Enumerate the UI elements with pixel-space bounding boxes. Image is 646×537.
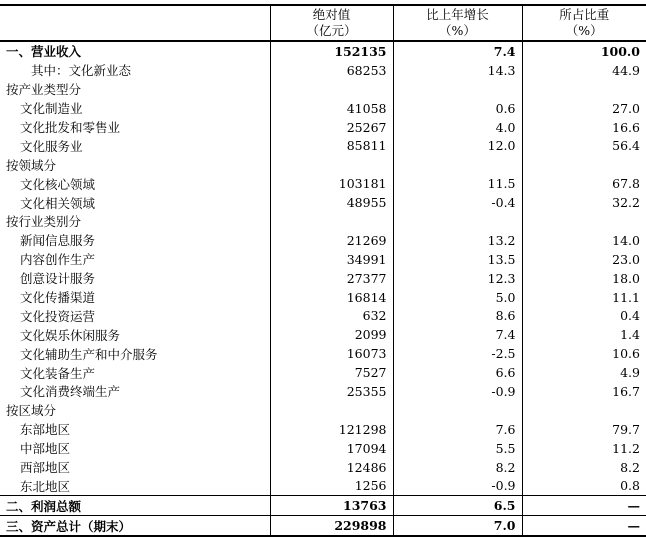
row-label: 东部地区 bbox=[0, 420, 270, 439]
row-absolute-value: 103181 bbox=[270, 174, 393, 193]
table-row bbox=[0, 118, 646, 137]
row-share: 27.0 bbox=[522, 99, 646, 118]
table-row bbox=[0, 458, 646, 477]
row-share: 11.2 bbox=[522, 439, 646, 458]
row-absolute-value: 85811 bbox=[270, 136, 393, 155]
row-label: 按领域分 bbox=[0, 155, 270, 174]
row-growth: 6.5 bbox=[393, 496, 522, 516]
row-absolute-value: 41058 bbox=[270, 99, 393, 118]
row-label: 内容创作生产 bbox=[0, 250, 270, 269]
row-growth: -0.9 bbox=[393, 382, 522, 401]
header-growth-unit: （%） bbox=[394, 23, 522, 39]
row-absolute-value bbox=[270, 212, 393, 231]
row-absolute-value: 13763 bbox=[270, 496, 393, 516]
row-growth: -2.5 bbox=[393, 344, 522, 363]
row-share: 11.1 bbox=[522, 288, 646, 307]
row-label: 新闻信息服务 bbox=[0, 231, 270, 250]
row-label: 文化相关领域 bbox=[0, 193, 270, 212]
row-share bbox=[522, 155, 646, 174]
row-label: 文化投资运营 bbox=[0, 306, 270, 325]
row-growth: 7.0 bbox=[393, 516, 522, 536]
row-growth: 4.0 bbox=[393, 118, 522, 137]
table-row bbox=[0, 41, 646, 61]
table-row bbox=[0, 155, 646, 174]
row-growth bbox=[393, 80, 522, 99]
header-growth bbox=[393, 5, 522, 41]
table-row bbox=[0, 516, 646, 536]
row-growth: 11.5 bbox=[393, 174, 522, 193]
row-growth: 6.6 bbox=[393, 363, 522, 382]
row-absolute-value: 16073 bbox=[270, 344, 393, 363]
row-label: 二、利润总额 bbox=[0, 496, 270, 516]
row-growth: 8.6 bbox=[393, 306, 522, 325]
row-label: 其中：文化新业态 bbox=[0, 61, 270, 80]
row-growth: 8.2 bbox=[393, 458, 522, 477]
table-row bbox=[0, 420, 646, 439]
header-share bbox=[522, 5, 646, 41]
table-row bbox=[0, 250, 646, 269]
row-growth: -0.9 bbox=[393, 476, 522, 495]
row-label: 文化娱乐休闲服务 bbox=[0, 325, 270, 344]
row-share: 18.0 bbox=[522, 269, 646, 288]
row-share: 0.4 bbox=[522, 306, 646, 325]
row-label: 文化消费终端生产 bbox=[0, 382, 270, 401]
row-growth bbox=[393, 212, 522, 231]
header-growth-label: 比上年增长 bbox=[394, 7, 522, 23]
row-absolute-value: 1256 bbox=[270, 476, 393, 495]
row-growth: 14.3 bbox=[393, 61, 522, 80]
row-absolute-value: 25355 bbox=[270, 382, 393, 401]
row-growth: 5.0 bbox=[393, 288, 522, 307]
row-label: 按产业类型分 bbox=[0, 80, 270, 99]
table-row bbox=[0, 136, 646, 155]
table-row bbox=[0, 269, 646, 288]
row-label: 文化装备生产 bbox=[0, 363, 270, 382]
table-row bbox=[0, 231, 646, 250]
row-absolute-value: 68253 bbox=[270, 61, 393, 80]
row-share: 67.8 bbox=[522, 174, 646, 193]
table-row bbox=[0, 306, 646, 325]
row-share: 0.8 bbox=[522, 476, 646, 495]
table-row bbox=[0, 439, 646, 458]
row-share: 10.6 bbox=[522, 344, 646, 363]
table-row bbox=[0, 476, 646, 495]
row-absolute-value: 16814 bbox=[270, 288, 393, 307]
table-row bbox=[0, 496, 646, 516]
table-row bbox=[0, 401, 646, 420]
table-row bbox=[0, 61, 646, 80]
row-growth: 12.3 bbox=[393, 269, 522, 288]
table-row bbox=[0, 382, 646, 401]
table-row bbox=[0, 80, 646, 99]
header-share-unit: （%） bbox=[523, 23, 646, 39]
row-growth: 0.6 bbox=[393, 99, 522, 118]
table-row bbox=[0, 212, 646, 231]
row-share: 44.9 bbox=[522, 61, 646, 80]
row-growth: 12.0 bbox=[393, 136, 522, 155]
row-absolute-value: 7527 bbox=[270, 363, 393, 382]
row-label: 东北地区 bbox=[0, 476, 270, 495]
row-label: 中部地区 bbox=[0, 439, 270, 458]
row-share: 14.0 bbox=[522, 231, 646, 250]
row-label: 三、资产总计（期末） bbox=[0, 516, 270, 536]
row-share: — bbox=[522, 516, 646, 536]
table-row bbox=[0, 288, 646, 307]
header-absolute-value bbox=[270, 5, 393, 41]
header-absolute-value-label: 绝对值 bbox=[271, 7, 393, 23]
header-share-label: 所占比重 bbox=[523, 7, 646, 23]
row-share: 8.2 bbox=[522, 458, 646, 477]
row-absolute-value: 12486 bbox=[270, 458, 393, 477]
table-row bbox=[0, 363, 646, 382]
row-label: 文化传播渠道 bbox=[0, 288, 270, 307]
row-absolute-value bbox=[270, 401, 393, 420]
row-share: 79.7 bbox=[522, 420, 646, 439]
row-label: 创意设计服务 bbox=[0, 269, 270, 288]
row-share: 1.4 bbox=[522, 325, 646, 344]
row-label: 文化服务业 bbox=[0, 136, 270, 155]
row-share bbox=[522, 80, 646, 99]
row-growth: 7.4 bbox=[393, 41, 522, 61]
row-absolute-value: 25267 bbox=[270, 118, 393, 137]
row-growth: -0.4 bbox=[393, 193, 522, 212]
header-absolute-value-unit: （亿元） bbox=[271, 23, 393, 39]
row-absolute-value: 152135 bbox=[270, 41, 393, 61]
row-growth: 13.5 bbox=[393, 250, 522, 269]
row-share: 100.0 bbox=[522, 41, 646, 61]
statistics-table bbox=[0, 4, 646, 537]
row-absolute-value: 2099 bbox=[270, 325, 393, 344]
row-growth bbox=[393, 155, 522, 174]
row-absolute-value: 229898 bbox=[270, 516, 393, 536]
row-share: 23.0 bbox=[522, 250, 646, 269]
table-row bbox=[0, 325, 646, 344]
table-row bbox=[0, 193, 646, 212]
row-label: 文化核心领域 bbox=[0, 174, 270, 193]
row-label: 文化制造业 bbox=[0, 99, 270, 118]
row-share: 16.6 bbox=[522, 118, 646, 137]
row-label: 文化批发和零售业 bbox=[0, 118, 270, 137]
row-absolute-value: 17094 bbox=[270, 439, 393, 458]
table-header bbox=[0, 5, 646, 41]
table-row bbox=[0, 174, 646, 193]
row-absolute-value: 48955 bbox=[270, 193, 393, 212]
table-row bbox=[0, 344, 646, 363]
row-label: 一、营业收入 bbox=[0, 41, 270, 61]
row-growth bbox=[393, 401, 522, 420]
row-share: 4.9 bbox=[522, 363, 646, 382]
row-absolute-value bbox=[270, 80, 393, 99]
row-share: — bbox=[522, 496, 646, 516]
row-share: 32.2 bbox=[522, 193, 646, 212]
row-growth: 5.5 bbox=[393, 439, 522, 458]
row-absolute-value: 632 bbox=[270, 306, 393, 325]
row-absolute-value bbox=[270, 155, 393, 174]
row-growth: 7.4 bbox=[393, 325, 522, 344]
row-label: 西部地区 bbox=[0, 458, 270, 477]
table-row bbox=[0, 99, 646, 118]
row-share bbox=[522, 212, 646, 231]
row-label: 按区域分 bbox=[0, 401, 270, 420]
header-item bbox=[0, 5, 270, 41]
row-label: 文化辅助生产和中介服务 bbox=[0, 344, 270, 363]
row-absolute-value: 34991 bbox=[270, 250, 393, 269]
row-absolute-value: 27377 bbox=[270, 269, 393, 288]
row-absolute-value: 121298 bbox=[270, 420, 393, 439]
row-share: 16.7 bbox=[522, 382, 646, 401]
row-growth: 7.6 bbox=[393, 420, 522, 439]
row-share: 56.4 bbox=[522, 136, 646, 155]
row-label: 按行业类别分 bbox=[0, 212, 270, 231]
table-body bbox=[0, 41, 646, 536]
row-absolute-value: 21269 bbox=[270, 231, 393, 250]
row-growth: 13.2 bbox=[393, 231, 522, 250]
row-share bbox=[522, 401, 646, 420]
